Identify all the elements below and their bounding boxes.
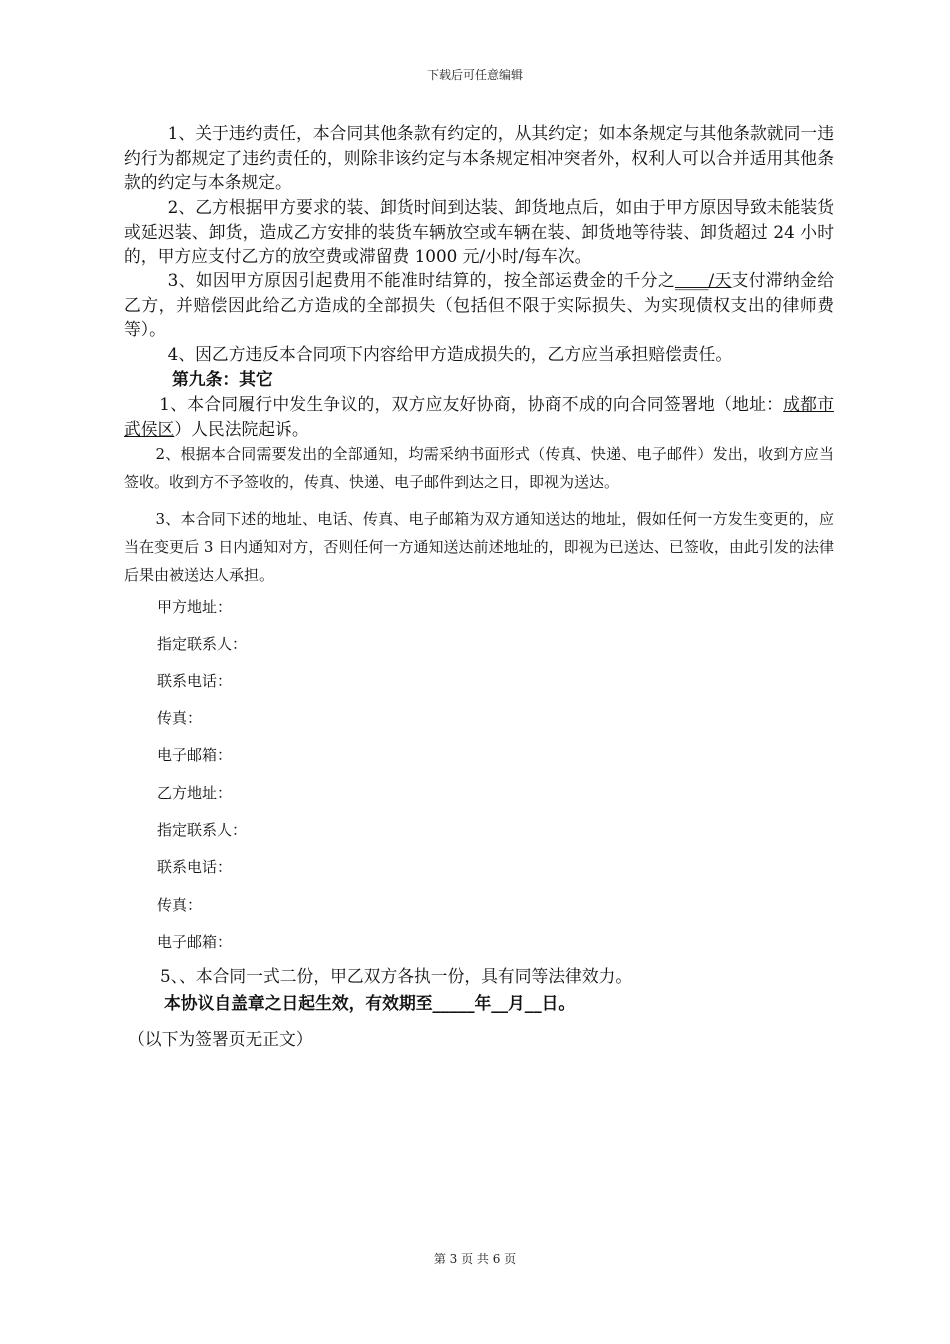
page-header: 下载后可任意编辑 [426, 68, 523, 82]
clause-3-text-b: 支付滞纳金给乙方，并赔偿因此给乙方造成的全部损失（包括但不限于实际损失、为实现债权支出的律师费等）。 [124, 270, 834, 339]
article-9-title: 第九条：其它 [172, 369, 273, 389]
party-a-phone: 联系电话： [157, 672, 233, 690]
party-b-email: 电子邮箱： [157, 933, 233, 951]
party-a-email: 电子邮箱： [157, 746, 233, 764]
article-9-clause-2: 2、根据本合同需要发出的全部通知，均需采纳书面形式（传真、快递、电子邮件）发出，收到方应当签收。收到方不予签收的，传真、快递、电子邮件到达之日，即视为送达。 [124, 445, 834, 491]
party-b-address: 乙方地址： [157, 784, 233, 802]
party-a-address: 甲方地址： [157, 598, 233, 616]
clause-3-text-a: 3、如因甲方原因引起费用不能准时结算的，按全部运费金的千分之 [167, 270, 675, 290]
clause-1-text-a: 1、本合同履行中发生争议的，双方应友好协商，协商不成的向合同签署地（地址： [159, 394, 784, 414]
party-b-phone: 联系电话： [157, 858, 233, 876]
party-a-fax: 传真： [157, 709, 203, 727]
clause-1-text-b: ）人民法院起诉。 [174, 418, 309, 439]
article-9-clause-5: 5、、本合同一式二份，甲乙双方各执一份，具有同等法律效力。 [160, 966, 633, 986]
party-b-contact-person: 指定联系人： [157, 821, 248, 839]
signature-page-note: （以下为签署页无正文） [128, 1029, 313, 1049]
court-location: 成都市武侯区 [124, 394, 834, 439]
party-b-fax: 传真： [157, 896, 203, 914]
late-fee-rate-blank: ____/天 [674, 270, 732, 290]
liability-clause-3 [124, 268, 834, 342]
liability-clause-4: 4、因乙方违反本合同项下内容给甲方造成损失的，乙方应当承担赔偿责任。 [167, 344, 733, 364]
party-a-contact-person: 指定联系人： [157, 635, 248, 653]
page-footer: 第 3 页 共 6 页 [433, 1252, 517, 1266]
article-9-clause-1 [124, 392, 834, 441]
liability-clause-2: 2、乙方根据甲方要求的装、卸货时间到达装、卸货地点后，如由于甲方原因导致未能装货或延迟装、卸货，造成乙方安排的装货车辆放空或车辆在装、卸货地等待装、卸货超过 24 小时的，甲方应支付乙方的放空费或滞留费 1000 元/小时/每车次。 [124, 197, 834, 266]
liability-clause-1: 1、关于违约责任，本合同其他条款有约定的，从其约定；如本条规定与其他条款就同一违约行为都规定了违约责任的，则除非该约定与本条规定相冲突者外，权利人可以合并适用其他条款的约定与本条规定。 [124, 123, 834, 192]
article-9-clause-3: 3、本合同下述的地址、电话、传真、电子邮箱为双方通知送达的地址，假如任何一方发生变更的，应当在变更后 3 日内通知对方，否则任何一方通知送达前述地址的，即视为已送达、已签收，由此引发的法律后果由被送达人承担。 [124, 510, 834, 584]
effective-period: 本协议自盖章之日起生效，有效期至_____年__月__日。 [164, 993, 576, 1013]
